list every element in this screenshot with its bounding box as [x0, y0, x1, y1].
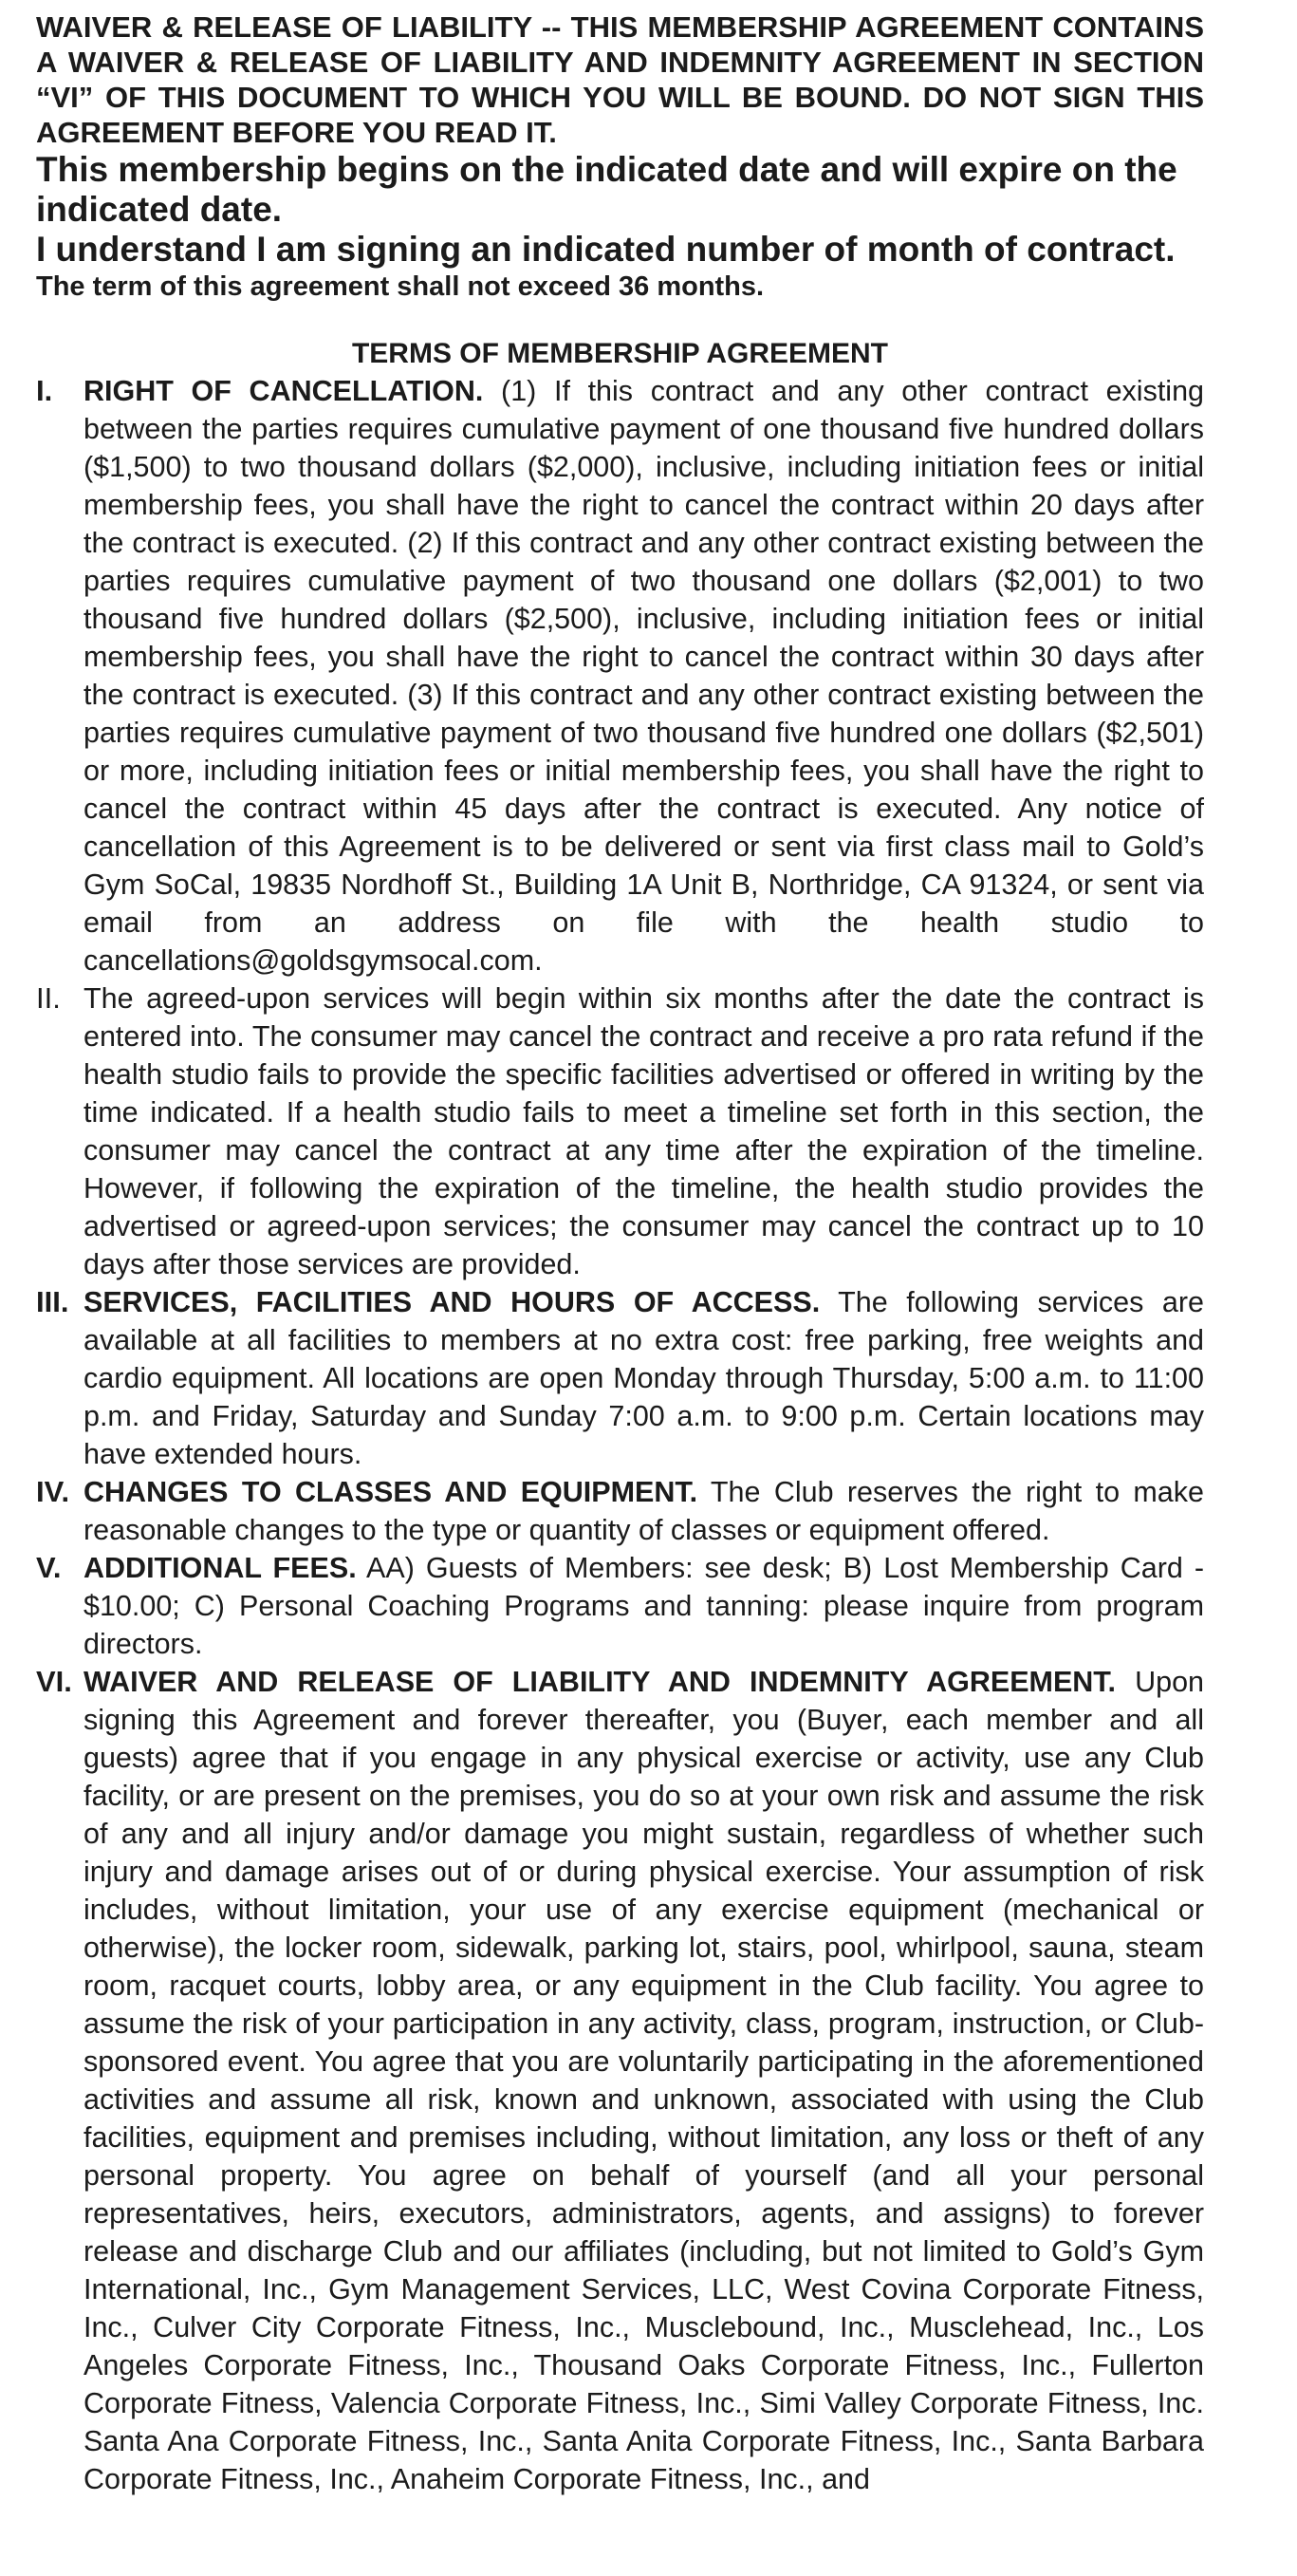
section-heading: ADDITIONAL FEES. [83, 1552, 357, 1584]
section-text: The agreed-upon services will begin within six months after the date the contract is entered into. The consumer may cancel the contract and receive a pro rata refund if the health studio fails to provide the specific facilities advertised or offered in writing by the time indicated. If a health studio fails to meet a timeline set forth in this section, the consumer may cancel the contract at any time after the expiration of the timeline. However, if following the expiration of the timeline, the health studio provides the advertised or agreed-upon services; the consumer may cancel the contract up to 10 days after those services are provided. [83, 982, 1204, 1280]
waiver-warning: WAIVER & RELEASE OF LIABILITY -- THIS MEMBERSHIP AGREEMENT CONTAINS A WAIVER & RELEASE OF LIABILITY AND INDEMNITY AGREEMENT IN SECTION “VI” OF THIS DOCUMENT TO WHICH YOU WILL BE BOUND. DO NOT SIGN THIS AGREEMENT BEFORE YOU READ IT. [36, 10, 1204, 149]
section-text: (1) If this contract and any other contract existing between the parties requires cumulative payment of one thousand five hundred dollars ($1,500) to two thousand dollars ($2,000), inclusive, including initiation fees or initial membership fees, you shall have the right to cancel the contract within 20 days after the contract is executed. (2) If this contract and any other contract existing between the parties requires cumulative payment of two thousand one dollars ($2,001) to two thousand five hundred dollars ($2,500), inclusive, including initiation fees or initial membership fees, you shall have the right to cancel the contract within 30 days after the contract is executed. (3) If this contract and any other contract existing between the parties requires cumulative payment of two thousand five hundred one dollars ($2,501) or more, including initiation fees or initial membership fees, you shall have the right to cancel the contract within 45 days after the contract is executed. Any notice of cancellation of this Agreement is to be delivered or sent via first class mail to Gold’s Gym SoCal, 19835 Nordhoff St., Building 1A Unit B, Northridge, CA 91324, or sent via email from an address on file with the health studio to cancellations@goldsgymsocal.com. [83, 375, 1205, 977]
section-text: The Club reserves the right to make reasonable changes to the type or quantity of classes or equipment offered. [83, 1476, 1204, 1546]
section-numeral: IV. [36, 1475, 70, 1508]
section-waiver-and-release [36, 1663, 1204, 2498]
section-heading: CHANGES TO CLASSES AND EQUIPMENT. [83, 1476, 698, 1508]
section-body [83, 1663, 1204, 2498]
section-text: AA) Guests of Members: see desk; B) Lost Membership Card - $10.00; C) Personal Coaching Programs and tanning: please inquire from program directors. [83, 1552, 1204, 1660]
section-heading: SERVICES, FACILITIES AND HOURS OF ACCESS. [83, 1286, 821, 1318]
section-body [83, 1283, 1204, 1473]
section-numeral: III. [36, 1285, 69, 1318]
contract-months-statement: I understand I am signing an indicated number of month of contract. [36, 230, 1176, 269]
section-right-of-cancellation [36, 372, 1204, 980]
section-text: Upon signing this Agreement and forever thereafter, you (Buyer, each member and all guests) agree that if you engage in any physical exercise or activity, use any Club facility, or are present on the premises, you do so at your own risk and assume the risk of any and all injury and/or damage you might sustain, regardless of whether such injury and damage arises out of or during physical exercise. Your assumption of risk includes, without limitation, your use of any exercise equipment (mechanical or otherwise), the locker room, sidewalk, parking lot, stairs, pool, whirlpool, sauna, steam room, racquet courts, lobby area, or any equipment in the Club facility. You agree to assume the risk of your participation in any activity, class, program, instruction, or Club-sponsored event. You agree that you are voluntarily participating in the aforementioned activities and assume all risk, known and unknown, associated with using the Club facilities, equipment and premises including, without limitation, any loss or theft of any personal property. You agree on behalf of yourself (and all your personal representatives, heirs, executors, administrators, agents, and assigns) to forever release and discharge Club and our affiliates (including, but not limited to Gold’s Gym International, Inc., Gym Management Services, LLC, West Covina Corporate Fitness, Inc., Culver City Corporate Fitness, Inc., Musclebound, Inc., Musclehead, Inc., Los Angeles Corporate Fitness, Inc., Thousand Oaks Corporate Fitness, Inc., Fullerton Corporate Fitness, Valencia Corporate Fitness, Inc., Simi Valley Corporate Fitness, Inc. Santa Ana Corporate Fitness, Inc., Santa Anita Corporate Fitness, Inc., Santa Barbara Corporate Fitness, Inc., Anaheim Corporate Fitness, Inc., and [83, 1666, 1204, 2495]
section-services-facilities-hours [36, 1283, 1204, 1473]
section-body [83, 1473, 1204, 1549]
section-services-start [36, 980, 1204, 1283]
section-body [83, 372, 1204, 980]
section-changes-to-classes [36, 1473, 1204, 1549]
term-limit-statement: The term of this agreement shall not exceed 36 months. [36, 271, 765, 302]
section-numeral: I. [36, 374, 53, 407]
section-heading: RIGHT OF CANCELLATION. [83, 375, 484, 407]
section-numeral: II. [36, 981, 61, 1015]
section-body [83, 980, 1204, 1283]
section-additional-fees [36, 1549, 1204, 1663]
section-numeral: V. [36, 1551, 62, 1584]
terms-title: TERMS OF MEMBERSHIP AGREEMENT [351, 338, 889, 369]
section-text: The following services are available at all facilities to members at no extra cost: free parking, free weights and cardio equipment. All locations are open Monday through Thursday, 5:00 a.m. to 11:00 p.m. and Friday, Saturday and Sunday 7:00 a.m. to 9:00 p.m. Certain locations may have extended hours. [83, 1286, 1204, 1470]
section-heading: WAIVER AND RELEASE OF LIABILITY AND INDEMNITY AGREEMENT. [83, 1666, 1117, 1698]
section-body [83, 1549, 1204, 1663]
membership-term-statement: This membership begins on the indicated date and will expire on the indicated date. [36, 150, 1177, 229]
section-numeral: VI. [36, 1665, 72, 1698]
